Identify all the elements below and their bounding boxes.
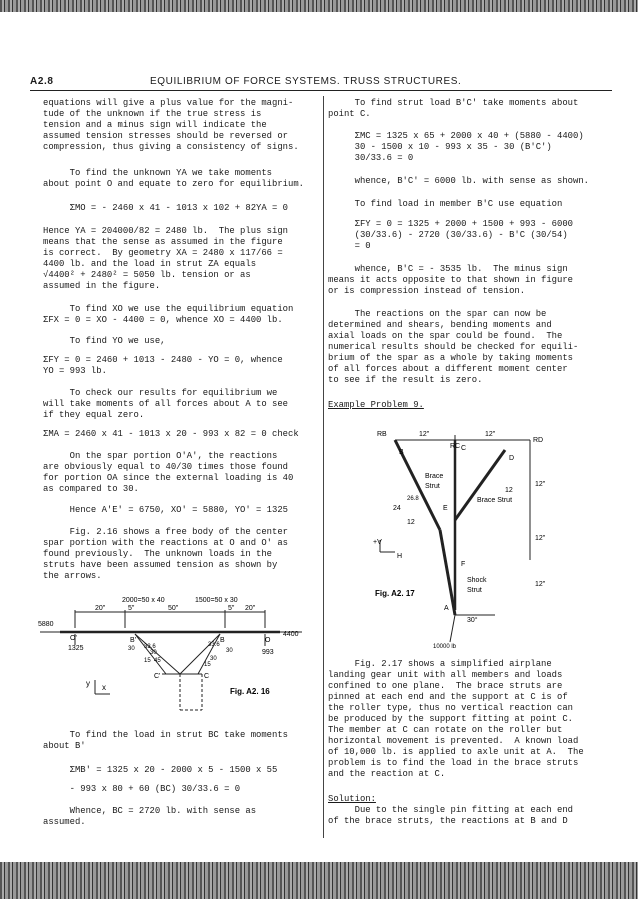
fig16-label: 5" [228,605,235,612]
text-line: are obviously equal to 40/30 times those found [43,462,288,472]
fig17-label: 24 [393,505,401,512]
text-line: for portion OA since the external loading is 40 [43,473,294,483]
text-line: (30/33.6) - 2720 (30/33.6) - B'C (30/54) [328,230,568,240]
figure-a2-17 [355,420,605,650]
text-line: To find the unknown YA we take moments [43,168,273,178]
text-line: Example Problem 9. [328,400,424,410]
fig16-label: B' [130,637,137,644]
fig16-label: 4400 [283,631,299,638]
fig17-label: H [397,553,403,560]
text-line: To find XO we use the equilibrium equation [43,304,294,314]
fig17-caption: Fig. A2. 17 [375,589,415,598]
text-line: means that the sense as assumed in the figure [43,237,283,247]
text-line: tude of the unknown if the true stress is [43,109,262,119]
fig17-label: 12 [505,487,513,494]
text-line: about B' [43,741,86,751]
fig16-label: 1500=50 x 30 [195,597,238,604]
fig17-label: RB [377,431,387,438]
text-line: the roller type, thus no vertical reaction can [328,703,573,713]
text-line: compression, thus giving a consistency of signs. [43,142,299,152]
text-line: 4400 lb. and the load in strut ZA equals [43,259,257,269]
text-line: On the spar portion O'A', the reactions [43,451,278,461]
fig17-label: E [443,505,448,512]
fig17-label: C [461,445,467,452]
text-line: about point O and equate to zero for equilibrium. [43,179,304,189]
text-line: and the reaction at C. [328,769,446,779]
fig16-label: 5" [128,605,135,612]
text-line: To check our results for equilibrium we [43,388,278,398]
fig17-label: B [399,449,404,456]
text-line: Solution: [328,794,376,804]
text-line: ΣFX = 0 = XO - 4400 = 0, whence XO = 4400 lb. [43,315,283,325]
fig17-label: 12" [535,481,546,488]
fig16-label: 33.6 [144,644,156,650]
text-line: ΣFY = 0 = 1325 + 2000 + 1500 + 993 - 6000 [328,219,573,229]
fig16-label: 5880 [38,621,54,628]
fig16-caption: Fig. A2. 16 [230,687,270,696]
text-line: spar portion with the reactions at O and O' as [43,538,288,548]
fig17-label: 12" [535,581,546,588]
text-line: pinned at each end and the support at C is of [328,692,568,702]
text-line: brium of the spar as a whole by taking moments [328,353,573,363]
text-line: To find strut load B'C' take moments about [328,98,579,108]
fig16-label: 30 [150,650,157,656]
fig16-label: C' [154,673,161,680]
fig16-label: 1325 [68,645,84,652]
text-line: Whence, BC = 2720 lb. with sense as [43,806,257,816]
fig16-label: B [220,637,225,644]
text-line: ΣFY = 0 = 2460 + 1013 - 2480 - YO = 0, whence [43,355,283,365]
fig16-label: 30 [128,646,135,652]
text-line: of all forces about a different moment center [328,364,568,374]
text-line: Hence YA = 204000/82 = 2480 lb. The plus sign [43,226,288,236]
text-line: ΣMA = 2460 x 41 - 1013 x 20 - 993 x 82 = 0 check [43,429,299,439]
fig16-label: 50" [168,605,179,612]
fig17-label: D [509,455,515,462]
fig17-label: Shock [467,577,487,584]
text-line: point C. [328,109,371,119]
fig16-label: x [102,683,106,692]
text-line: 30/33.6 = 0 [328,153,414,163]
text-line: √4400² + 2480² = 5050 lb. tension or as [43,270,251,280]
text-line: assumed tension stresses should be reversed or [43,131,288,141]
fig16-label: 993 [262,649,274,656]
text-line: numerical results should be checked for equili- [328,342,579,352]
text-line: the arrows. [43,571,102,581]
text-line: equations will give a plus value for the magni- [43,98,294,108]
column-divider [323,96,324,838]
fig17-label: RD [533,437,544,444]
fig16-label: y [86,679,90,688]
text-line: horizontal movement is prevented. A known load [328,736,579,746]
figure-a2-16 [40,590,320,720]
fig16-label: 45 [154,658,161,664]
text-line: means it acts opposite to that shown in figure [328,275,573,285]
text-line: be produced by the support fitting at point C. [328,714,573,724]
fig17-label: Brace Strut [477,497,513,504]
text-line: axial loads on the spar could be found. The [328,331,563,341]
fig17-label: 12" [535,535,546,542]
fig17-label: 26.8 [407,496,419,502]
text-line: The member at C can rotate on the roller but [328,725,563,735]
text-line: assumed in the figure. [43,281,161,291]
text-line: whence, B'C' = 6000 lb. with sense as shown. [328,176,589,186]
fig16-label: C [204,673,210,680]
fig17-label: Brace [425,473,444,480]
fig16-label: 15 [144,658,151,664]
scan-edge-bottom [0,862,638,899]
fig17-label: 12" [419,431,430,438]
text-line: Fig. 2.17 shows a simplified airplane [328,659,552,669]
text-line: is correct. By geometry XA = 2480 x 117/66 = [43,248,283,258]
header-rule [30,90,612,91]
text-line: if they equal zero. [43,410,145,420]
text-line: as compared to 30. [43,484,139,494]
page-header [30,76,610,90]
fig17-label: A [444,605,449,612]
fig16-label: 2000=50 x 40 [122,597,165,604]
page-title: EQUILIBRIUM OF FORCE SYSTEMS. TRUSS STRUCTURES. [150,76,462,87]
text-line: assumed. [43,817,86,827]
fig17-label: 30° [467,617,478,624]
text-line: of the brace struts, the reactions at B and D [328,816,568,826]
fig17-label: F [461,561,466,568]
text-line: ΣMB' = 1325 x 20 - 2000 x 5 - 1500 x 55 [43,765,278,775]
fig17-label: 12 [407,519,415,526]
scan-edge-top [0,0,638,12]
fig17-label: Strut [467,587,482,594]
text-line: confined to one plane. The brace struts are [328,681,563,691]
fig17-label: 12" [485,431,496,438]
text-line: Due to the single pin fitting at each end [328,805,573,815]
fig17-label: Strut [425,483,440,490]
fig16-label: O [265,637,271,644]
text-line: ΣMC = 1325 x 65 + 2000 x 40 + (5880 - 4400) [328,131,584,141]
text-line: found previously. The unknown loads in the [43,549,273,559]
text-line: to see if the result is zero. [328,375,483,385]
fig16-label: 33.6 [208,642,220,648]
text-line: = 0 [328,241,371,251]
text-line: problem is to find the load in the brace struts [328,758,579,768]
text-line: of 10,000 lb. is applied to axle unit at A. The [328,747,584,757]
fig16-label: 20" [95,605,106,612]
fig16-label: 30 [210,656,217,662]
text-line: 30 - 1500 x 10 - 993 x 35 - 30 (B'C') [328,142,552,152]
fig17-label: +V [373,539,382,546]
text-line: To find YO we use, [43,336,166,346]
text-line: whence, B'C = - 3535 lb. The minus sign [328,264,568,274]
fig16-label: O' [70,635,77,642]
text-line: To find load in member B'C use equation [328,199,563,209]
text-line: YO = 993 lb. [43,366,107,376]
text-line: will take moments of all forces about A to see [43,399,288,409]
page-number: A2.8 [30,76,54,87]
text-line: To find the load in strut BC take moments [43,730,288,740]
fig16-label: 15 [204,662,211,668]
text-line: Fig. 2.16 shows a free body of the center [43,527,288,537]
fig17-label: 10000 lb [433,644,457,650]
text-line: landing gear unit with all members and loads [328,670,563,680]
text-line: struts have been assumed tension as shown by [43,560,278,570]
text-line: tension and a minus sign will indicate the [43,120,267,130]
text-line: - 993 x 80 + 60 (BC) 30/33.6 = 0 [43,784,241,794]
text-line: ΣMO = - 2460 x 41 - 1013 x 102 + 82YA = 0 [43,203,288,213]
fig17-label: RC [450,443,461,450]
fig16-label: 20" [245,605,256,612]
text-line: The reactions on the spar can now be [328,309,547,319]
text-line: Hence A'E' = 6750, XO' = 5880, YO' = 1325 [43,505,288,515]
text-line: determined and shears, bending moments and [328,320,552,330]
fig16-label: 30 [226,648,233,654]
text-line: or is compression instead of tension. [328,286,526,296]
